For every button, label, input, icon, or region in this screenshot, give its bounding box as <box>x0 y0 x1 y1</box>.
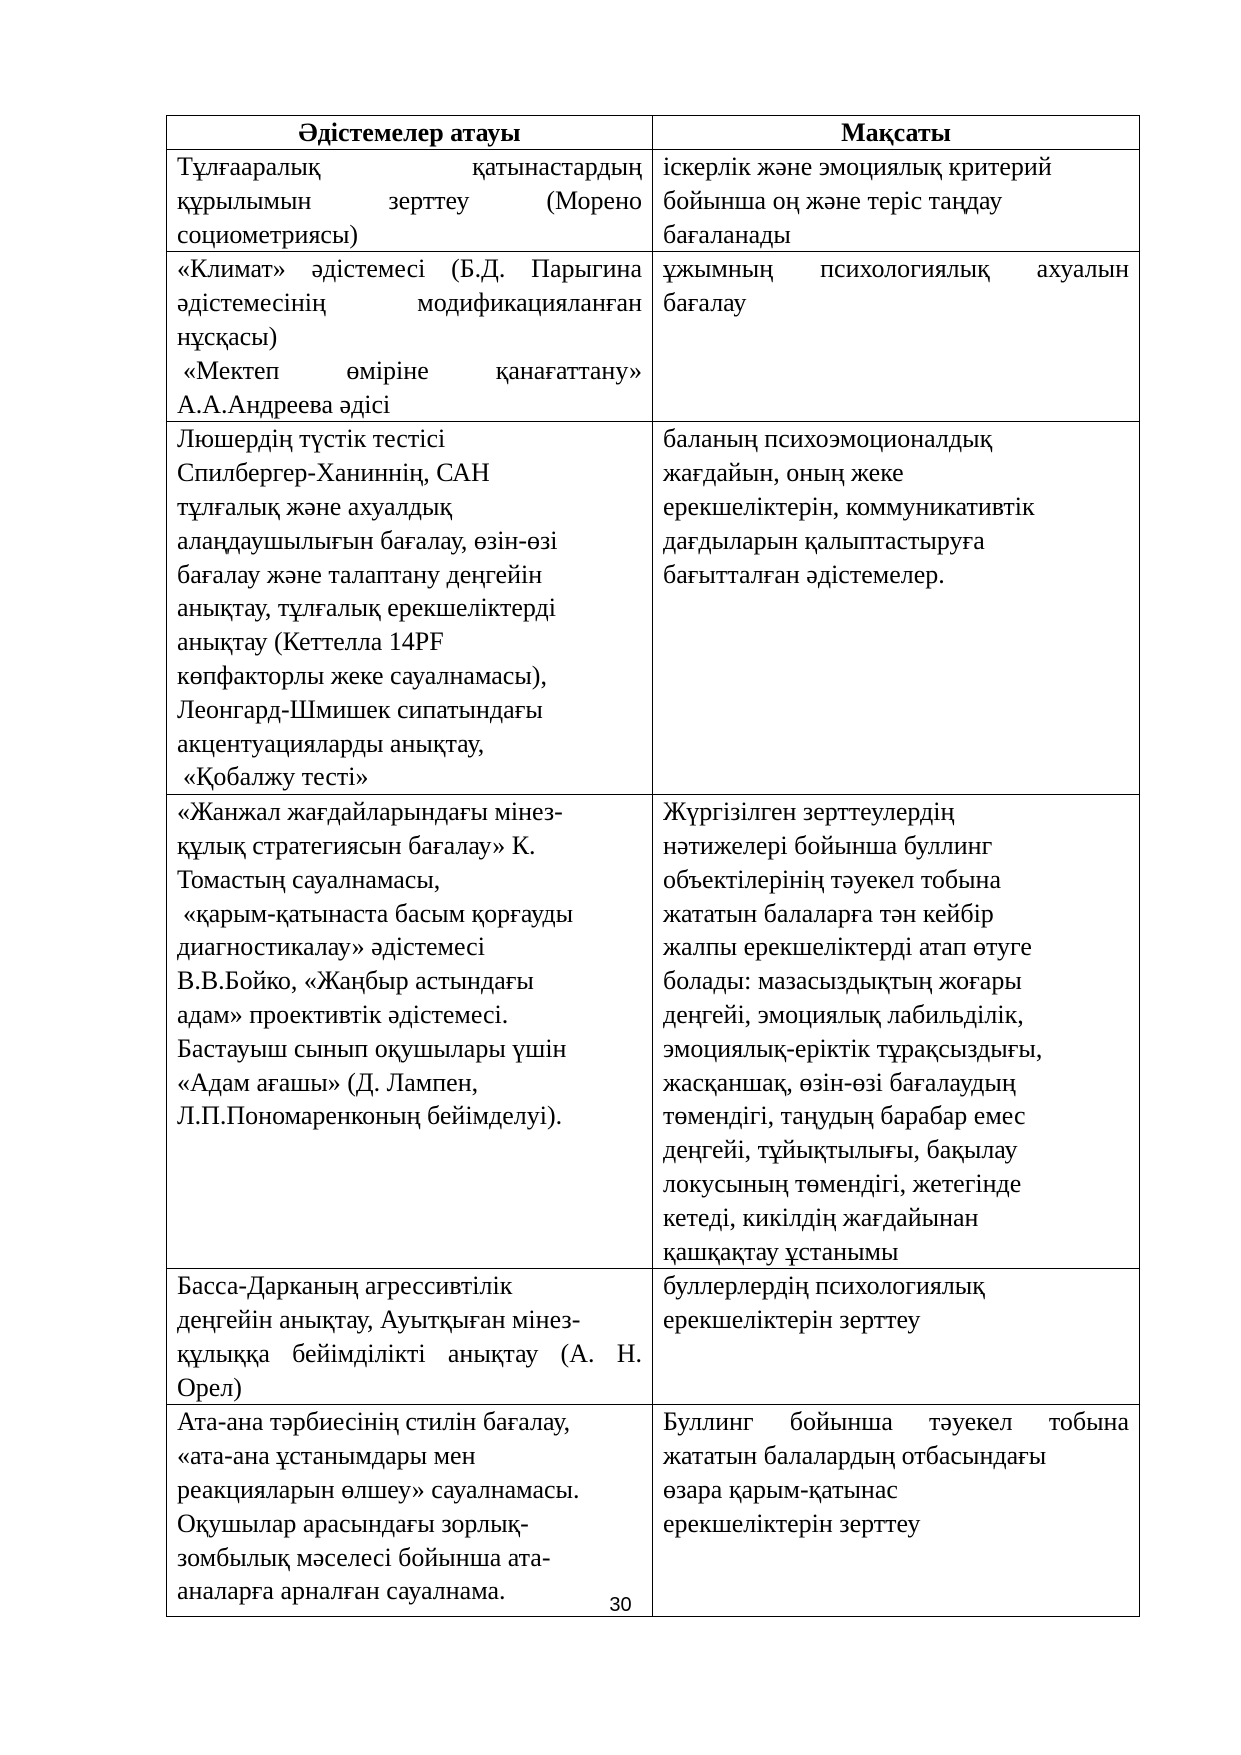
goal-line: төмендігі, таңудың барабар емес <box>663 1101 1026 1131</box>
method-cell <box>167 1269 653 1405</box>
goal-line: ерекшеліктерін зерттеу <box>663 1305 921 1335</box>
method-line: құлыққа бейімділікті анықтау (А. Н. <box>177 1338 642 1368</box>
goal-line: Буллинг бойынша тәуекел тобына <box>663 1407 1129 1437</box>
method-line: әдістемесінің модификацияланған <box>177 288 642 318</box>
goal-line: жасқаншақ, өзін-өзі бағалаудың <box>663 1067 1016 1097</box>
method-line: Люшердің түстік тестісі <box>177 424 446 454</box>
goal-line: деңгейі, тұйықтылығы, бақылау <box>663 1135 1018 1165</box>
method-cell <box>167 795 653 1269</box>
method-line: «ата-ана ұстанымдары мен <box>177 1441 476 1471</box>
method-line: Л.П.Пономаренконың бейімделуі). <box>177 1101 563 1131</box>
header-methods: Әдістемелер атауы <box>167 116 653 150</box>
method-line: «Қобалжу тесті» <box>183 762 369 792</box>
goal-line: жалпы ерекшеліктерді атап өтуге <box>663 932 1032 962</box>
method-line: алаңдаушылығын бағалау, өзін-өзі <box>177 525 558 555</box>
method-line: нұсқасы) <box>177 321 278 351</box>
goal-line: болады: мазасыздықтың жоғары <box>663 966 1022 996</box>
method-cell <box>167 252 653 422</box>
goal-line: эмоциялық-еріктік тұрақсыздығы, <box>663 1033 1043 1063</box>
method-cell <box>167 422 653 795</box>
goal-line: локусының төмендігі, жетегінде <box>663 1168 1022 1198</box>
goal-cell <box>653 1269 1140 1405</box>
goal-line: бойынша оң және теріс таңдау <box>663 185 1003 215</box>
method-line: адам» проективтік әдістемесі. <box>177 999 509 1029</box>
goal-line: буллерлердің психологиялық <box>663 1271 985 1301</box>
goal-line: жағдайын, оның жеке <box>663 458 904 488</box>
method-line: анықтау (Кеттелла 14PF <box>177 627 444 657</box>
method-line: көпфакторлы жеке сауалнамасы), <box>177 660 547 690</box>
table-header-row <box>167 116 1140 150</box>
method-line: деңгейін анықтау, Ауытқыған мінез- <box>177 1305 581 1335</box>
method-line: аналарға арналған сауалнама. <box>177 1576 506 1606</box>
method-line: А.А.Андреева әдісі <box>177 389 391 419</box>
goal-cell <box>653 795 1140 1269</box>
table-row <box>167 150 1140 252</box>
goal-line: бағаланады <box>663 219 791 249</box>
goal-line: Жүргізілген зерттеулердің <box>663 797 955 827</box>
goal-line: нәтижелері бойынша буллинг <box>663 830 993 860</box>
page-number: 30 <box>609 1594 632 1616</box>
goal-cell <box>653 1405 1140 1617</box>
goal-line: жататын балаларға тән кейбір <box>663 898 994 928</box>
goal-line: ерекшеліктерін, коммуникативтік <box>663 491 1035 521</box>
goal-line: қашқақтау ұстанымы <box>663 1236 899 1266</box>
method-line: «Мектеп өміріне қанағаттану» <box>183 355 642 385</box>
table-row <box>167 1269 1140 1405</box>
method-line: Леонгард-Шмишек сипатындағы <box>177 694 543 724</box>
method-line: тұлғалық және ахуалдық <box>177 491 453 521</box>
goal-line: жататын балалардың отбасындағы <box>663 1441 1047 1471</box>
goal-line: деңгейі, эмоциялық лабильділік, <box>663 999 1024 1029</box>
table-row <box>167 422 1140 795</box>
goal-line: өзара қарым-қатынас <box>663 1475 898 1505</box>
method-line: зомбылық мәселесі бойынша ата- <box>177 1542 551 1572</box>
method-line: құлық стратегиясын бағалау» К. <box>177 830 536 860</box>
goal-cell <box>653 150 1140 252</box>
goal-line: объектілерінің тәуекел тобына <box>663 864 1001 894</box>
table-row <box>167 795 1140 1269</box>
table-body <box>167 150 1140 1617</box>
goal-line: дағдыларын қалыптастыруға <box>663 525 985 555</box>
method-line: акцентуацияларды анықтау, <box>177 728 485 758</box>
method-line: диагностикалау» әдістемесі <box>177 932 485 962</box>
method-line: социометриясы) <box>177 219 359 249</box>
goal-line: ұжымның психологиялық ахуалын <box>663 254 1129 284</box>
goal-line: баланың психоэмоционалдық <box>663 424 993 454</box>
method-cell <box>167 150 653 252</box>
method-line: Спилбергер-Ханиннің, САН <box>177 458 490 488</box>
method-line: Бастауыш сынып оқушылары үшін <box>177 1033 567 1063</box>
goal-line: кетеді, кикілдің жағдайынан <box>663 1202 979 1232</box>
method-line: Басса-Дарканың агрессивтілік <box>177 1271 513 1301</box>
goal-line: ерекшеліктерін зерттеу <box>663 1508 921 1538</box>
method-line: Оқушылар арасындағы зорлық- <box>177 1508 529 1538</box>
table-row <box>167 252 1140 422</box>
method-line: реакцияларын өлшеу» сауалнамасы. <box>177 1475 580 1505</box>
method-line: «Адам ағашы» (Д. Лампен, <box>177 1067 479 1097</box>
method-line: құрылымын зерттеу (Морено <box>177 185 642 215</box>
method-cell <box>167 1405 653 1617</box>
method-line: Ата-ана тәрбиесінің стилін бағалау, <box>177 1407 571 1437</box>
methods-table <box>166 115 1140 1617</box>
method-line: анықтау, тұлғалық ерекшеліктерді <box>177 593 556 623</box>
goal-cell <box>653 422 1140 795</box>
method-line: «Климат» әдістемесі (Б.Д. Парыгина <box>177 254 642 284</box>
goal-line: бағытталған әдістемелер. <box>663 559 945 589</box>
method-line: Орел) <box>177 1372 242 1402</box>
method-line: В.В.Бойко, «Жаңбыр астындағы <box>177 966 534 996</box>
method-line: бағалау және талаптану деңгейін <box>177 559 543 589</box>
table-row <box>167 1405 1140 1617</box>
method-line: Томастың сауалнамасы, <box>177 864 441 894</box>
method-line: Тұлғааралық қатынастардың <box>177 152 642 181</box>
goal-line: іскерлік және эмоциялық критерий <box>663 152 1052 181</box>
goal-cell <box>653 252 1140 422</box>
goal-line: бағалау <box>663 288 747 318</box>
method-line: «қарым-қатынаста басым қорғауды <box>183 898 574 928</box>
header-goals: Мақсаты <box>653 116 1140 150</box>
method-line: «Жанжал жағдайларындағы мінез- <box>177 797 563 827</box>
